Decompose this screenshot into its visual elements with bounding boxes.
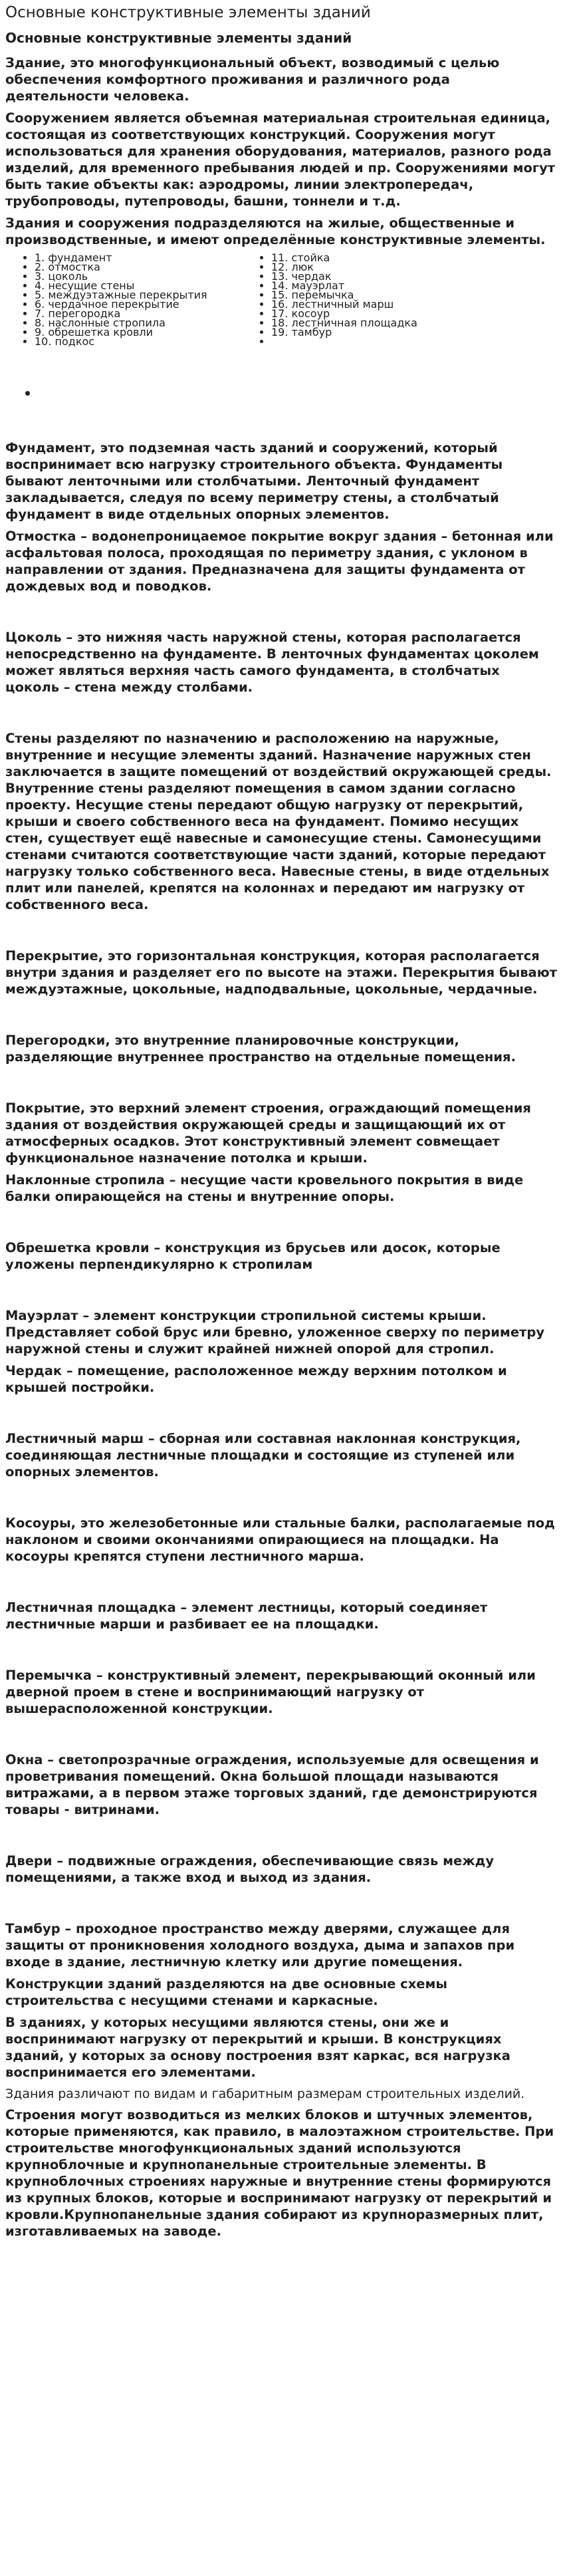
section-paragraph: Строения могут возводиться из мелких блоков и штучных элементов, которые применяются, как правило, в малоэтажном строительстве. При строительстве многофункциональных зданий используются крупноблочные и крупнопанельные строительные элементы. В крупноблочных строениях наружные и внутренние стены формируются из крупных блоков, которые и воспринимают нагрузку от перекрытий и кровли.Крупнопанельные здания собирают из крупноразмерных плит, изготавливаемых на заводе.	[5, 2107, 554, 2239]
elements-list-container	[5, 253, 558, 346]
section-paragraph: Перемычка – конструктивный элемент, перекрывающий оконный или дверной проем в стене и воспринимающий нагрузку от вышерасположенной конструкции.	[5, 1668, 536, 1716]
section-paragraph: Двери – подвижные ограждения, обеспечивающие связь между помещениями, а также вход и выход из здания.	[5, 1853, 495, 1885]
article-heading: Основные конструктивные элементы зданий	[5, 30, 352, 46]
article-sections	[5, 440, 558, 2240]
bullet-dot-icon	[25, 391, 30, 396]
list-item: • 16. лестничный марш	[271, 300, 437, 309]
list-item: • 8. наслонные стропила	[35, 319, 259, 328]
list-item: • 6. чердачное перекрытие	[35, 300, 259, 309]
list-item: • 9. обрешетка кровли	[35, 328, 259, 337]
paragraph-spacer	[5, 1722, 558, 1751]
section-paragraph: Здания различают по видам и габаритным размерам строительных изделий.	[5, 2087, 525, 2101]
section-paragraph: Мауэрлат – элемент конструкции стропильной системы крыши. Представляет собой брус или бревно, уложенное сверху по периметру наружной стены и служит крайней нижней опорой для стропил.	[5, 1308, 545, 1356]
section-paragraph: В зданиях, у которых несущими являются стены, они же и воспринимают нагрузку от перекрытий и крыши. В конструкциях зданий, у которых за основу построения взят каркас, вся нагрузка воспринимается его элементами.	[5, 2015, 510, 2080]
section-paragraph: Окна – светопрозрачные ограждения, используемые для освещения и проветривания помещений. Окна большой площади называются витражами, а в первом этаже торговых зданий, где демонстрируются товары - витринами.	[5, 1752, 539, 1817]
list-item: • 14. мауэрлат	[271, 281, 437, 291]
list-item: • 17. косоур	[271, 309, 437, 319]
section-paragraph: Отмостка – водонепроницаемое покрытие вокруг здания – бетонная или асфальтовая полоса, проходящая по периметру здания, с уклоном в направлении от здания. Предназначена для защиты фундамента от дождевых вод и поводков.	[5, 529, 554, 594]
paragraph-spacer	[5, 701, 558, 730]
elements-list-left	[23, 253, 259, 346]
list-item: • 1. фундамент	[35, 253, 259, 263]
section-paragraph: Наклонные стропила – несущие части кровельного покрытия в виде балки опирающейся на стены и внутренние опоры.	[5, 1172, 524, 1204]
list-item: • 4. несущие стены	[35, 281, 259, 291]
paragraph-spacer	[5, 1485, 558, 1515]
section-paragraph: Лестничная площадка – элемент лестницы, который соединяет лестничные марши и разбивает ее на площадки.	[5, 1600, 488, 1632]
section-paragraph: Тамбур – проходное пространство между дверями, служащее для защиты от проникновения холодного воздуха, дыма и запахов при входе в здание, лестничную клетку или другие помещения.	[5, 1921, 515, 1970]
paragraph-spacer	[5, 1401, 558, 1430]
paragraph-spacer	[5, 1570, 558, 1599]
page-title: Основные конструктивные элементы зданий	[5, 4, 371, 21]
list-item: • 7. перегородка	[35, 309, 259, 319]
paragraph-spacer	[5, 1278, 558, 1307]
intro-paragraph: Здание, это многофункциональный объект, возводимый с целью обеспечения комфортного проживания и различного рода деятельности человека.	[5, 55, 500, 104]
section-paragraph: Косоуры, это железобетонные или стальные балки, располагаемые под наклоном и своими окончаниями опирающиеся на площадки. На косоуры крепятся ступени лестничного марша.	[5, 1515, 555, 1564]
list-item: • 15. перемычка	[271, 291, 437, 300]
paragraph-spacer	[5, 1210, 558, 1239]
section-paragraph: Лестничный марш – сборная или составная наклонная конструкция, соединяющая лестничные площадки и состоящие из ступеней или опорных элементов.	[5, 1431, 521, 1480]
list-item: • 19. тамбур	[271, 328, 437, 337]
paragraph-spacer	[5, 1003, 558, 1032]
list-item: • 18. лестничная площадка	[271, 319, 437, 328]
paragraph-spacer	[5, 1823, 558, 1853]
paragraph-spacer	[5, 918, 558, 948]
intro-paragraph: Здания и сооружения подразделяются на жилые, общественные и производственные, и имеют определённые конструктивные элементы.	[5, 215, 546, 247]
paragraph-spacer	[5, 600, 558, 629]
list-item	[271, 337, 437, 346]
elements-list-right	[259, 253, 437, 346]
section-paragraph: Чердак – помещение, расположенное между верхним потолком и крышей постройки.	[5, 1363, 507, 1395]
empty-bullet	[5, 346, 558, 440]
paragraph-spacer	[5, 1071, 558, 1100]
intro-paragraph: Сооружением является объемная материальная строительная единица, состоящая из соответствующих конструкций. Сооружения могут использоваться для хранения оборудования, материалов, разного рода изделий, для временного пребывания людей и пр. Сооружениями могут быть такие объекты как: аэродромы, линии электропередач, трубопроводы, путепроводы, башни, тоннели и т.д.	[5, 110, 556, 209]
section-paragraph: Конструкции зданий разделяются на две основные схемы строительства с несущими стенами и каркасные.	[5, 1976, 448, 2008]
list-item: • 13. чердак	[271, 272, 437, 281]
section-paragraph: Стены разделяют по назначению и расположению на наружные, внутренние и несущие элементы зданий. Назначение наружных стен заключается в защите помещений от воздействий окружающей среды. Внутренние стены разделяют помещения в самом здании согласно проекту. Несущие стены передают общую нагрузку от перекрытий, крыши и своего собственного веса на фундамент. Помимо несущих стен, существует ещё навесные и самонесущие стены. Самонесущими стенами считаются соответствующие части зданий, которые передают нагрузку только собственного веса. Навесные стены, в виде отдельных плит или панелей, крепятся на колоннах и передают им нагрузку от собственного веса.	[5, 731, 552, 912]
list-item: • 10. подкос	[35, 337, 259, 346]
section-paragraph: Цоколь – это нижняя часть наружной стены, которая располагается непосредственно на фундаменте. В ленточных фундаментах цоколем может являться верхняя часть самого фундамента, в столбчатых цоколь – стена между столбами.	[5, 630, 539, 695]
paragraph-spacer	[5, 1638, 558, 1667]
list-item: • 11. стойка	[271, 253, 437, 263]
list-item: • 12. люк	[271, 263, 437, 272]
section-paragraph: Перекрытие, это горизонтальная конструкция, которая располагается внутри здания и разделяет его по высоте на этажи. Перекрытия бывают междуэтажные, цокольные, надподвальные, цокольные, чердачные.	[5, 948, 557, 997]
section-paragraph: Перегородки, это внутренние планировочные конструкции, разделяющие внутреннее пространство на отдельные помещения.	[5, 1033, 516, 1065]
list-item: • 3. цоколь	[35, 272, 259, 281]
list-item: • 5. междуэтажные перекрытия	[35, 291, 259, 300]
section-paragraph: Покрытие, это верхний элемент строения, ограждающий помещения здания от воздействия окружающей среды и защищающий их от атмосферных осадков. Этот конструктивный элемент совмещает функциональное назначение потолка и крыши.	[5, 1100, 531, 1166]
paragraph-spacer	[5, 1891, 558, 1920]
list-item: • 2. отмостка	[35, 263, 259, 272]
section-paragraph: Обрешетка кровли – конструкция из брусьев или досок, которые уложены перпендикулярно к стропилам	[5, 1240, 501, 1272]
section-paragraph: Фундамент, это подземная часть зданий и сооружений, который воспринимает всю нагрузку строительного объекта. Фундаменты бывают ленточными или столбчатыми. Ленточный фундамент закладывается, следуя по всему периметру стены, а столбчатый фундамент в виде отдельных опорных элементов.	[5, 440, 503, 522]
